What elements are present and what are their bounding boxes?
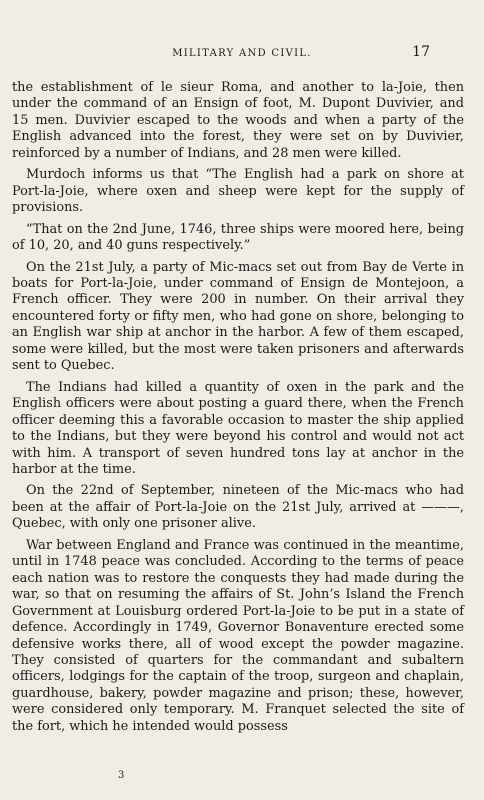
paragraph: Murdoch informs us that “The English had a park on shore at Port-la-Joie, where oxen and sheep were kept for the supply of provisions. bbox=[12, 167, 464, 216]
paragraph: War between England and France was continued in the meantime, until in 1748 peace was concluded. According to the terms of peace each nation was to restore the conquests they had made during the war, so that on resuming the affairs of St. John’s Island the French Government at Louisburg ordered Port-la-Joie to be put in a state of defence. Accordingly in 1749, Governor Bonaventure erected some defensive works there, all of wood except the powder magazine. They consisted of quarters for the commandant and subaltern officers, lodgings for the captain of the troop, surgeon and chaplain, guardhouse, bakery, powder magazine and prison; these, however, were considered only temporary. M. Franquet selected the site of the fort, which he intended would possess bbox=[12, 537, 464, 734]
page-number: 17 bbox=[412, 44, 430, 60]
paragraph: “That on the 2nd June, 1746, three ships were moored here, being of 10, 20, and 40 guns respectively.” bbox=[12, 221, 464, 254]
running-header bbox=[0, 44, 484, 64]
paragraph: the establishment of le sieur Roma, and another to la-Joie, then under the command of an Ensign of foot, M. Dupont Duvivier, and 15 men. Duvivier escaped to the woods and when a party of the English advanced into the forest, they were set on by Duvivier, reinforced by a number of Indians, and 28 men were killed. bbox=[12, 80, 464, 161]
signature-mark: 3 bbox=[118, 770, 125, 781]
running-header-title: MILITARY AND CIVIL. bbox=[172, 48, 312, 59]
paragraph: On the 22nd of September, nineteen of the Mic-macs who had been at the affair of Port-la-Joie on the 21st July, arrived at ———, Quebec, with only one prisoner alive. bbox=[12, 483, 464, 532]
paragraph: The Indians had killed a quantity of oxen in the park and the English officers were about posting a guard there, when the French officer deeming this a favorable occasion to master the ship applied to the Indians, but they were beyond his control and would not act with him. A transport of seven hundred tons lay at anchor in the harbor at the time. bbox=[12, 379, 464, 477]
body-text bbox=[12, 80, 464, 740]
paragraph: On the 21st July, a party of Mic-macs set out from Bay de Verte in boats for Port-la-Joie, under command of Ensign de Montejoon, a French officer. They were 200 in number. On their arrival they encountered forty or fifty men, who had gone on shore, belonging to an English war ship at anchor in the harbor. A few of them escaped, some were killed, but the most were taken prisoners and afterwards sent to Quebec. bbox=[12, 259, 464, 374]
